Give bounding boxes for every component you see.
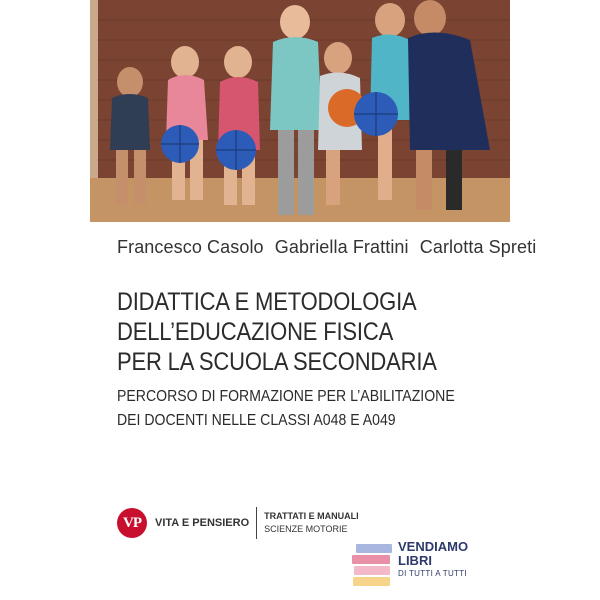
book-shape: [353, 577, 390, 586]
author-name: Gabriella Frattini: [274, 237, 409, 257]
book-shape: [354, 566, 390, 575]
stacked-books-icon: [350, 540, 394, 586]
book-shape: [352, 555, 390, 564]
author-name: Carlotta Spreti: [419, 237, 537, 257]
vendiamo-libri-badge: [350, 538, 470, 594]
series-title: TRATTATI E MANUALI: [264, 511, 359, 521]
badge-line-2: LIBRI: [398, 553, 432, 568]
title-line: DELL’EDUCAZIONE FISICA: [117, 318, 394, 346]
badge-line-3: DI TUTTI A TUTTI: [398, 569, 467, 578]
cover-photo: [90, 0, 510, 222]
badge-line-1: VENDIAMO: [398, 539, 469, 554]
subtitle-line: PERCORSO DI FORMAZIONE PER L’ABILITAZIONE: [117, 388, 455, 405]
publisher-logo-icon: VP: [117, 508, 147, 538]
divider: [256, 507, 257, 539]
book-title: [117, 287, 469, 377]
publisher-block: [117, 505, 359, 541]
authors: [117, 237, 537, 258]
title-line: DIDATTICA E METODOLOGIA: [117, 288, 417, 316]
author-name: Francesco Casolo: [117, 237, 264, 257]
publisher-name: VITA E PENSIERO: [155, 517, 250, 529]
subtitle-line: DEI DOCENTI NELLE CLASSI A048 E A049: [117, 412, 396, 429]
series-subtitle: SCIENZE MOTORIE: [264, 524, 348, 534]
title-line: PER LA SCUOLA SECONDARIA: [117, 348, 437, 376]
students-basketball-photo: [90, 0, 510, 222]
book-shape: [356, 544, 392, 553]
series-info: [264, 510, 358, 536]
book-subtitle: [117, 385, 469, 433]
badge-text: [398, 540, 468, 580]
